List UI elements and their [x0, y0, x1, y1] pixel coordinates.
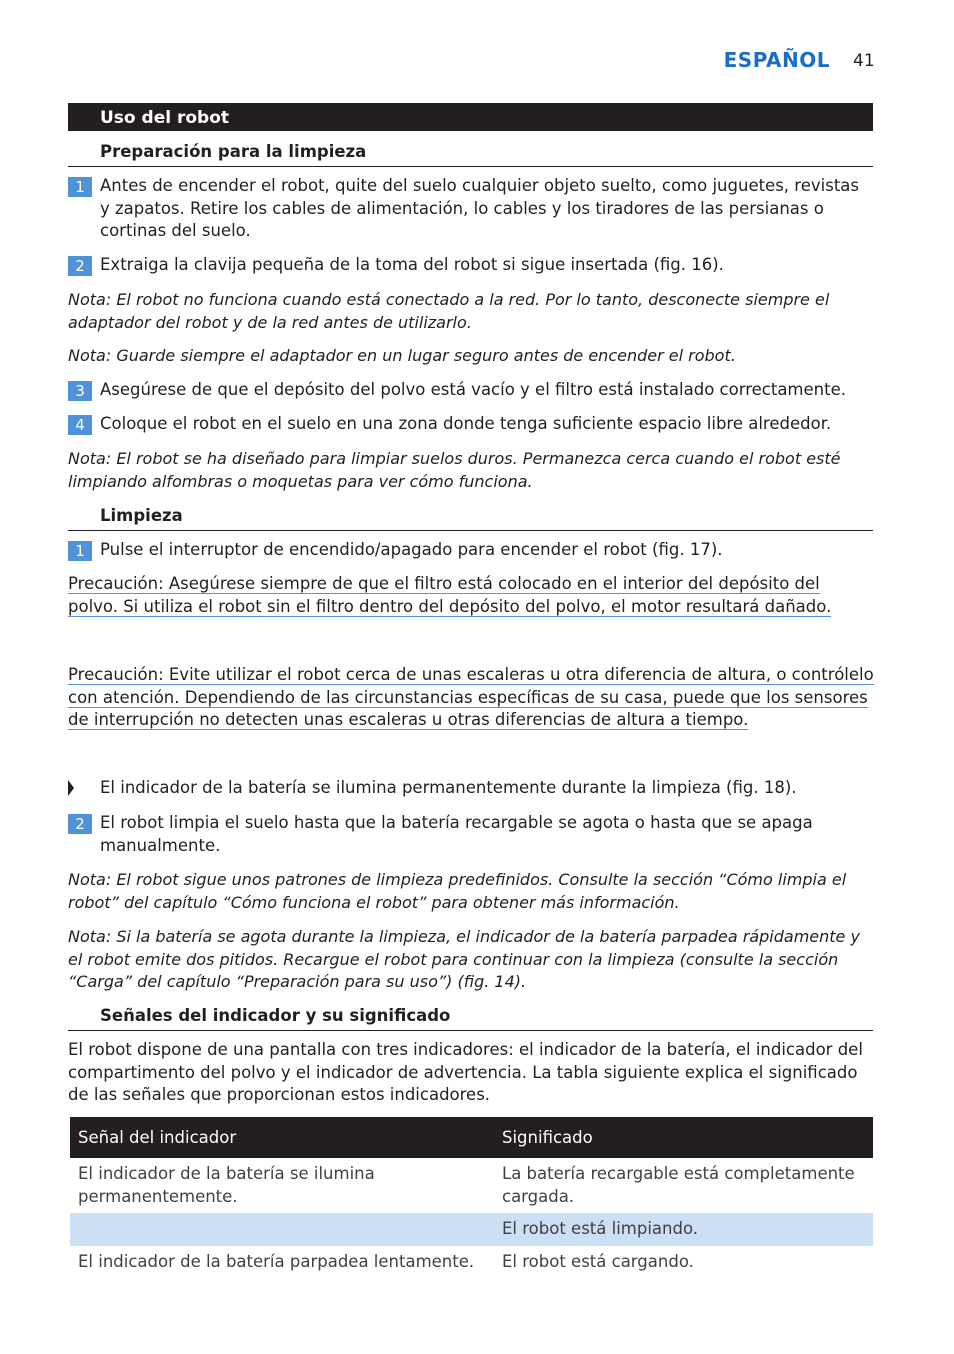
- table-cell: El indicador de la batería se ilumina permanentemente.: [78, 1164, 375, 1206]
- table-header: Significado: [494, 1117, 873, 1158]
- caution-line: Precaución: Evite utilizar el robot cerca de unas escaleras u otra diferencia de altura, o contrólelo: [68, 665, 874, 684]
- caution-line: con atención. Dependiendo de las circunstancias específicas de su casa, puede que los sensores: [68, 687, 868, 707]
- bullet-arrow-icon: [68, 780, 74, 796]
- subheading-signals: Señales del indicador y su significado: [68, 1005, 873, 1031]
- language-label: ESPAÑOL: [723, 48, 830, 72]
- step-text: Coloque el robot en el suelo en una zona donde tenga suficiente espacio libre alrededor.: [100, 414, 832, 433]
- step-number: 2: [68, 814, 92, 834]
- note-5: Nota: Si la batería se agota durante la limpieza, el indicador de la batería parpadea rápidamente y el robot emite dos pitidos. Recargue el robot para continuar con la limpieza (consulte la sección “Carga” del capítulo “Preparación para su uso”) (fig. 14).: [68, 927, 860, 991]
- table-cell: El robot está limpiando.: [494, 1213, 873, 1246]
- note-4: Nota: El robot sigue unos patrones de limpieza predefinidos. Consulte la sección “Cómo limpia el robot” del capítulo “Cómo funciona el robot” para obtener más información.: [68, 870, 847, 912]
- step-number: 3: [68, 381, 92, 401]
- table-cell: [70, 1213, 494, 1246]
- step-number: 1: [68, 177, 92, 197]
- table-header-row: [70, 1117, 873, 1158]
- caution-filter: [68, 573, 876, 618]
- table-cell: El indicador de la batería parpadea lentamente.: [78, 1251, 475, 1271]
- table-cell: La batería recargable está completamente cargada.: [502, 1164, 855, 1206]
- step-number: 4: [68, 415, 92, 435]
- step-text: Extraiga la clavija pequeña de la toma del robot si sigue insertada (fig. 16).: [100, 255, 724, 274]
- bullet-text: El indicador de la batería se ilumina permanentemente durante la limpieza (fig. 18).: [100, 778, 797, 797]
- table-cell: El robot está cargando.: [502, 1251, 694, 1271]
- step-number: 1: [68, 541, 92, 561]
- caution-line: de interrupción no detecten unas escaleras u otras diferencias de altura a tiempo.: [68, 710, 749, 729]
- note-3: Nota: El robot se ha diseñado para limpiar suelos duros. Permanezca cerca cuando el robot esté limpiando alfombras o moquetas para ver cómo funciona.: [68, 449, 841, 491]
- table-row: [70, 1158, 873, 1213]
- step-text: Asegúrese de que el depósito del polvo está vacío y el filtro está instalado correctamente.: [100, 380, 846, 399]
- section-title: Uso del robot: [68, 103, 873, 131]
- step-text: Antes de encender el robot, quite del suelo cualquier objeto suelto, como juguetes, revistas y zapatos. Retire los cables de alimentación, lo cables y los tiradores de las persianas o cortinas del suelo.: [100, 176, 859, 240]
- table-row: [70, 1246, 873, 1279]
- subheading-cleaning: Limpieza: [68, 505, 873, 531]
- subheading-preparation: Preparación para la limpieza: [68, 141, 873, 167]
- table-row: [70, 1213, 873, 1246]
- caution-stairs: [68, 664, 876, 732]
- note-1: Nota: El robot no funciona cuando está conectado a la red. Por lo tanto, desconecte siempre el adaptador del robot y de la red antes de utilizarlo.: [68, 290, 830, 332]
- note-2: Nota: Guarde siempre el adaptador en un lugar seguro antes de encender el robot.: [68, 346, 736, 365]
- table-header: Señal del indicador: [70, 1117, 494, 1158]
- indicator-table: [70, 1117, 873, 1278]
- caution-line: polvo. Si utiliza el robot sin el filtro dentro del depósito del polvo, el motor resultará dañado.: [68, 596, 832, 616]
- page-number: 41: [853, 51, 875, 71]
- step-text: Pulse el interruptor de encendido/apagado para encender el robot (fig. 17).: [100, 540, 723, 559]
- step-text: El robot limpia el suelo hasta que la batería recargable se agota o hasta que se apaga manualmente.: [100, 813, 813, 855]
- signals-intro: El robot dispone de una pantalla con tres indicadores: el indicador de la batería, el indicador del compartimento del polvo y el indicador de advertencia. La tabla siguiente explica el significado de las señales que proporcionan estos indicadores.: [68, 1040, 863, 1104]
- step-number: 2: [68, 256, 92, 276]
- caution-line: Precaución: Asegúrese siempre de que el filtro está colocado en el interior del depósito del: [68, 574, 820, 593]
